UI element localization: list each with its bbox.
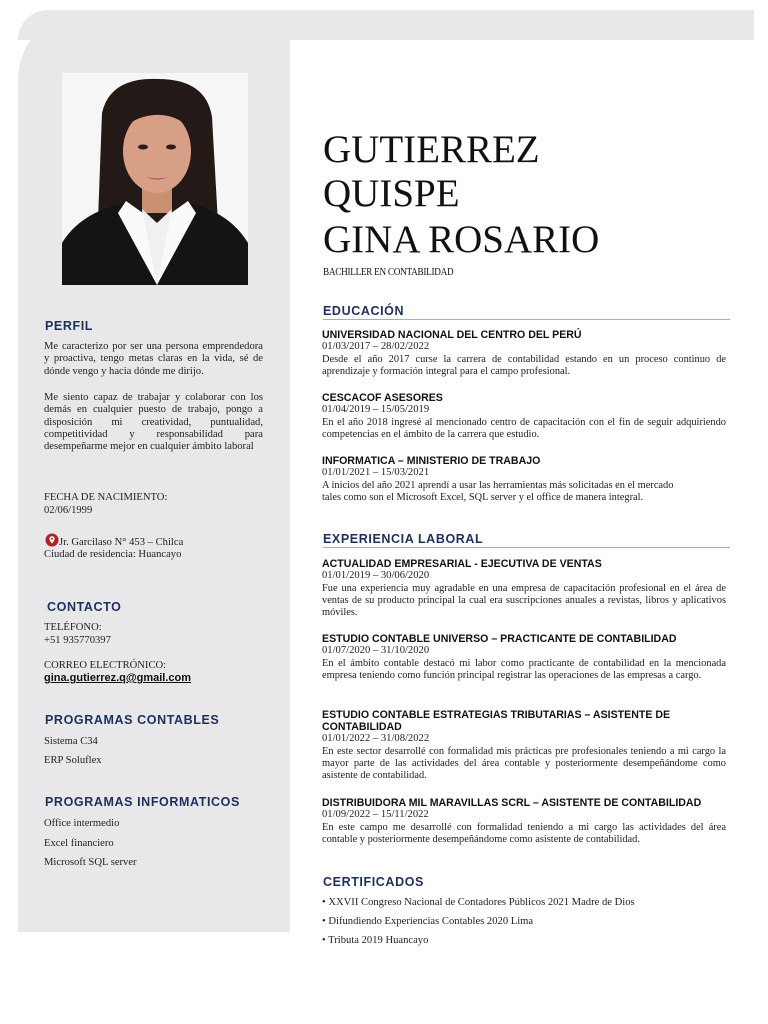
entry-description: En el ámbito contable destacó mi labor como practicante de contabilidad en la mencionada empresa teniendo como función principal registrar las operaciones de las empresas a cargo. xyxy=(322,657,726,681)
perfil-paragraph-1: Me caracterizo por ser una persona emprendedora y proactiva, tengo metas claras en la vida, sé de dónde vengo y hacia dónde me dirijo. xyxy=(44,341,263,377)
programa-informatico-item: Office intermedio xyxy=(44,818,120,829)
experience-entry xyxy=(322,558,726,619)
entry-description: En este campo me desarrollé con formalidad teniendo a mi cargo las actividades del área contable y posteriormente desempeñándome como asistente de contabilidad. xyxy=(322,821,726,845)
email-link[interactable]: gina.gutierrez.q@gmail.com xyxy=(44,672,192,684)
entry-title: ESTUDIO CONTABLE ESTRATEGIAS TRIBUTARIAS – ASISTENTE DE CONTABILIDAD xyxy=(322,709,671,733)
name-line-1: GUTIERREZ xyxy=(323,128,540,171)
location-pin-icon xyxy=(45,533,59,547)
profile-photo-illustration xyxy=(62,73,248,285)
name-line-3: GINA ROSARIO xyxy=(323,218,600,261)
entry-title: UNIVERSIDAD NACIONAL DEL CENTRO DEL PERÚ xyxy=(322,329,582,341)
programas-contables-heading: PROGRAMAS CONTABLES xyxy=(45,713,220,727)
subtitle: BACHILLER EN CONTABILIDAD xyxy=(323,267,454,278)
address-line xyxy=(45,533,183,550)
entry-description: En el año 2018 ingresé al mencionado centro de capacitación con el fin de seguir adquiriendo competencias en el ámbito de la carrera que estudio. xyxy=(322,416,726,440)
phone-label: TELÉFONO: xyxy=(44,622,102,633)
certificate-item: • Difundiendo Experiencias Contables 2020 Lima xyxy=(322,916,534,927)
profile-photo xyxy=(62,73,248,285)
entry-date: 01/07/2020 – 31/10/2020 xyxy=(322,645,430,656)
perfil-heading: PERFIL xyxy=(45,319,94,333)
name-line-2: QUISPE xyxy=(323,172,460,215)
address-text: Jr. Garcilaso N° 453 – Chilca xyxy=(59,537,184,548)
certificate-item: • XXVII Congreso Nacional de Contadores Públicos 2021 Madre de Dios xyxy=(322,897,635,908)
entry-date: 01/03/2017 – 28/02/2022 xyxy=(322,341,430,352)
programa-contable-item: ERP Soluflex xyxy=(44,755,102,766)
programas-informaticos-heading: PROGRAMAS INFORMATICOS xyxy=(45,795,240,809)
experience-entry xyxy=(322,709,726,782)
experience-heading: EXPERIENCIA LABORAL xyxy=(323,532,730,548)
certificate-item: • Tributa 2019 Huancayo xyxy=(322,935,429,946)
entry-date: 01/04/2019 – 15/05/2019 xyxy=(322,404,430,415)
experience-entry xyxy=(322,797,726,846)
entry-description: Desde el año 2017 curse la carrera de contabilidad estando en un proceso continuo de aprendizaje y formación integral para el campo profesional. xyxy=(322,353,726,377)
entry-date: 01/09/2022 – 15/11/2022 xyxy=(322,809,429,820)
perfil-paragraph-2: Me siento capaz de trabajar y colaborar con los demás en cualquier puesto de trabajo, pongo a disposición mi creatividad, puntualidad, competitividad y responsabilidad para desempeñarme mejor en cualquier ámbito laboral xyxy=(44,392,263,453)
certificates-heading: CERTIFICADOS xyxy=(323,875,424,889)
entry-description: A inicios del año 2021 aprendí a usar las herramientas más solicitadas en el mercado tales como son el Microsoft Excel, SQL server y el office de manera integral. xyxy=(322,479,674,503)
entry-title: CESCACOF ASESORES xyxy=(322,392,443,404)
programa-informatico-item: Microsoft SQL server xyxy=(44,857,137,868)
programa-informatico-item: Excel financiero xyxy=(44,838,114,849)
contacto-heading: CONTACTO xyxy=(47,600,122,614)
email-label: CORREO ELECTRÓNICO: xyxy=(44,660,167,671)
birth-date: 02/06/1999 xyxy=(44,505,93,516)
education-entry xyxy=(322,329,726,378)
entry-date: 01/01/2022 – 31/08/2022 xyxy=(322,733,430,744)
education-entry xyxy=(322,455,692,504)
programa-contable-item: Sistema C34 xyxy=(44,736,98,747)
education-heading: EDUCACIÓN xyxy=(323,304,730,320)
email-row xyxy=(44,672,191,686)
entry-title: DISTRIBUIDORA MIL MARAVILLAS SCRL – ASISTENTE DE CONTABILIDAD xyxy=(322,797,702,809)
entry-title: INFORMATICA – MINISTERIO DE TRABAJO xyxy=(322,455,541,467)
phone-number[interactable]: +51 935770397 xyxy=(44,635,111,646)
birth-date-label: FECHA DE NACIMIENTO: xyxy=(44,492,168,503)
entry-description: En este sector desarrollé con formalidad mis prácticas pre profesionales teniendo a mi cargo la mayor parte de las actividades del área contable y posteriormente desempeñándome como asistente de contabilidad. xyxy=(322,745,726,782)
entry-title: ESTUDIO CONTABLE UNIVERSO – PRACTICANTE DE CONTABILIDAD xyxy=(322,633,677,645)
residence-city: Ciudad de residencia: Huancayo xyxy=(44,549,182,560)
entry-date: 01/01/2019 – 30/06/2020 xyxy=(322,570,430,581)
education-entry xyxy=(322,392,726,441)
entry-description: Fue una experiencia muy agradable en una empresa de capacitación profesional en el área de ventas de su producto principal la cual era suscripciones anuales a revistas, libros y aplicativos móviles. xyxy=(322,582,726,619)
entry-date: 01/01/2021 – 15/03/2021 xyxy=(322,467,430,478)
experience-entry xyxy=(322,633,726,682)
entry-title: ACTUALIDAD EMPRESARIAL - EJECUTIVA DE VENTAS xyxy=(322,558,602,570)
